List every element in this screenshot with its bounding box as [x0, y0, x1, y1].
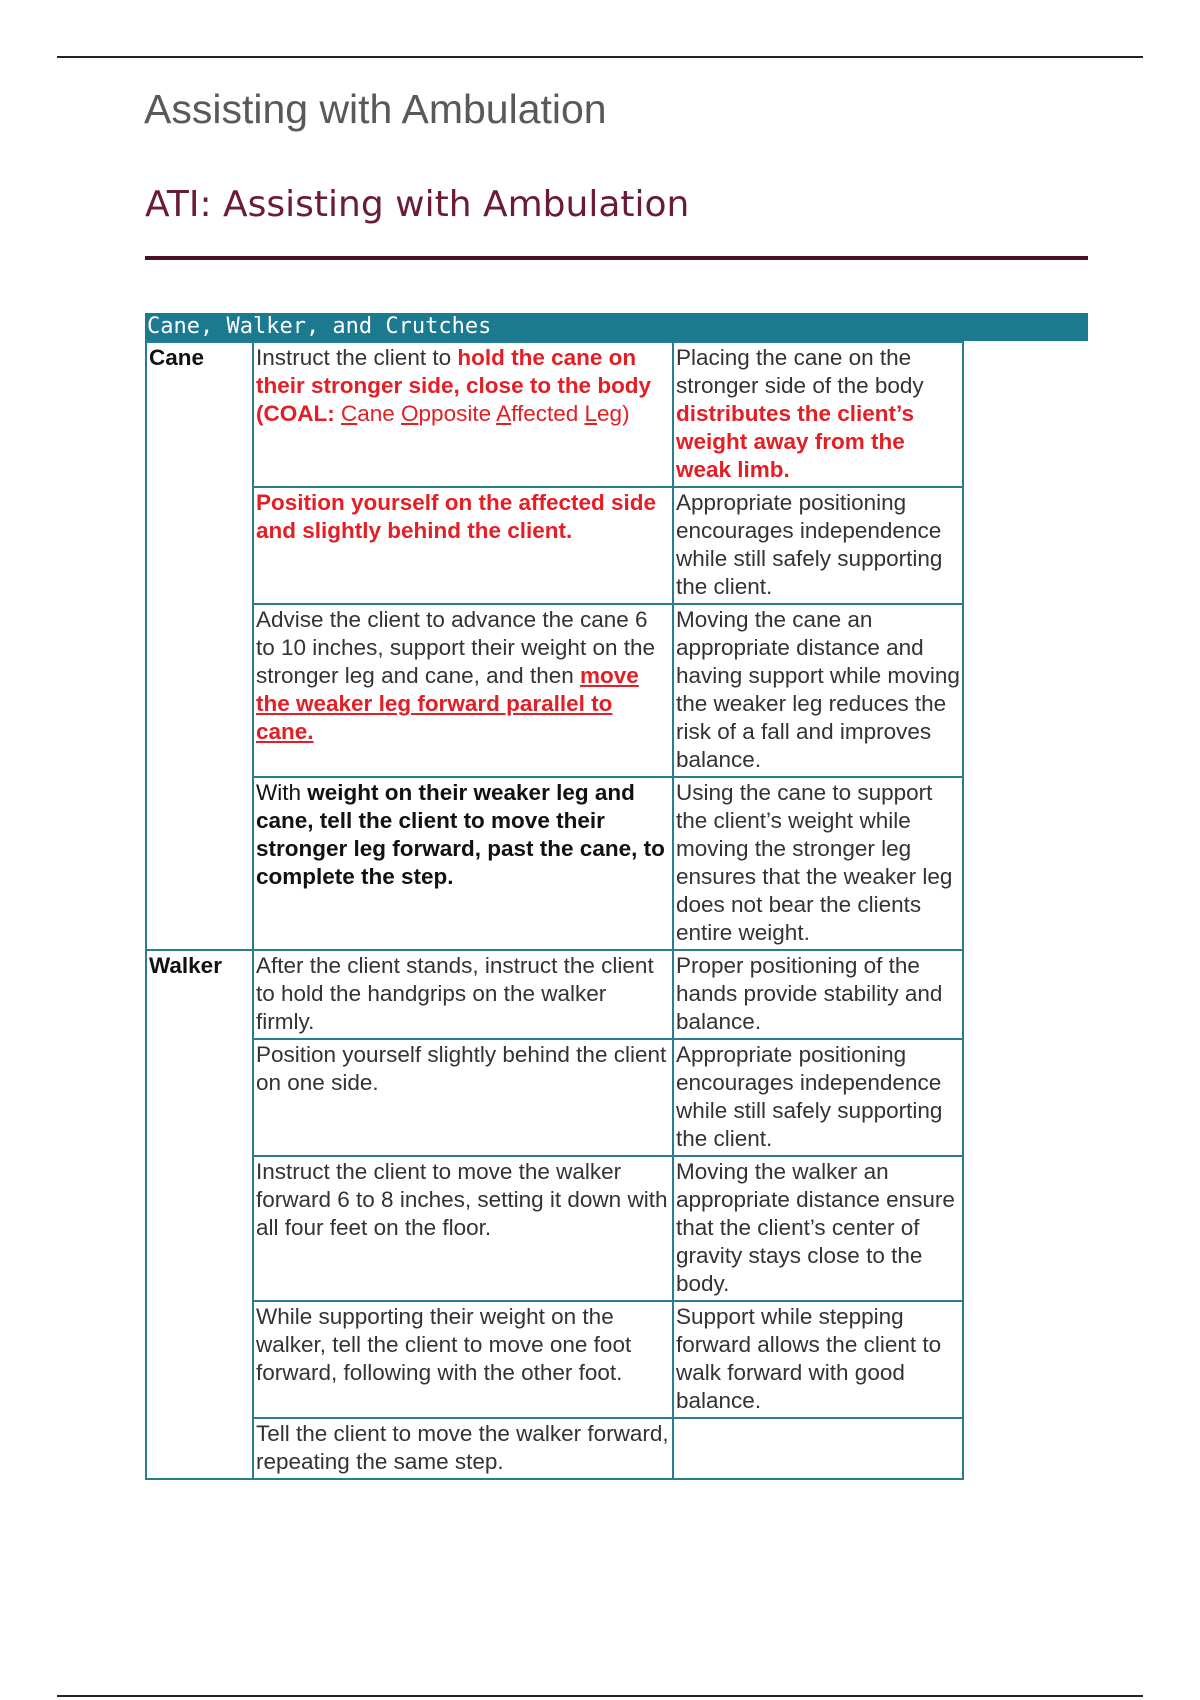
table-row [146, 777, 963, 950]
action-cell: With weight on their weaker leg and cane, tell the client to move their stronger leg forward, past the cane, to complete the step. [253, 777, 673, 950]
section-title-rule [145, 256, 1088, 260]
action-cell: Position yourself slightly behind the client on one side. [253, 1039, 673, 1156]
table-row [146, 1156, 963, 1301]
table-row [146, 1418, 963, 1479]
action-cell: Instruct the client to hold the cane on their stronger side, close to the body (COAL: Cane Opposite Affected Leg) [253, 342, 673, 487]
category-walker: Walker [146, 950, 253, 1479]
action-cell: Position yourself on the affected side and slightly behind the client. [253, 487, 673, 604]
table-row [146, 1039, 963, 1156]
rationale-cell: Support while stepping forward allows the client to walk forward with good balance. [673, 1301, 963, 1418]
action-cell: Tell the client to move the walker forward, repeating the same step. [253, 1418, 673, 1479]
rationale-cell: Using the cane to support the client’s weight while moving the stronger leg ensures that the weaker leg does not bear the clients entire weight. [673, 777, 963, 950]
page-bottom-rule [57, 1695, 1143, 1697]
action-cell: After the client stands, instruct the client to hold the handgrips on the walker firmly. [253, 950, 673, 1039]
table-row [146, 1301, 963, 1418]
rationale-cell: Appropriate positioning encourages independence while still safely supporting the client. [673, 487, 963, 604]
ambulation-table [145, 341, 964, 1480]
rationale-cell: Appropriate positioning encourages independence while still safely supporting the client. [673, 1039, 963, 1156]
category-cane: Cane [146, 342, 253, 950]
table-row [146, 342, 963, 487]
rationale-cell: Placing the cane on the stronger side of the body distributes the client’s weight away from the weak limb. [673, 342, 963, 487]
rationale-cell [673, 1418, 963, 1479]
section-title: ATI: Assisting with Ambulation [145, 184, 690, 225]
table-header: Cane, Walker, and Crutches [145, 313, 1088, 341]
table-row [146, 487, 963, 604]
document-title: Assisting with Ambulation [144, 86, 607, 132]
action-cell: Instruct the client to move the walker forward 6 to 8 inches, setting it down with all four feet on the floor. [253, 1156, 673, 1301]
table-row [146, 604, 963, 777]
table-row [146, 950, 963, 1039]
page-top-rule [57, 56, 1143, 58]
rationale-cell: Proper positioning of the hands provide stability and balance. [673, 950, 963, 1039]
action-cell: Advise the client to advance the cane 6 to 10 inches, support their weight on the stronger leg and cane, and then move the weaker leg forward parallel to cane. [253, 604, 673, 777]
rationale-cell: Moving the walker an appropriate distance ensure that the client’s center of gravity stays close to the body. [673, 1156, 963, 1301]
action-cell: While supporting their weight on the walker, tell the client to move one foot forward, following with the other foot. [253, 1301, 673, 1418]
rationale-cell: Moving the cane an appropriate distance and having support while moving the weaker leg reduces the risk of a fall and improves balance. [673, 604, 963, 777]
